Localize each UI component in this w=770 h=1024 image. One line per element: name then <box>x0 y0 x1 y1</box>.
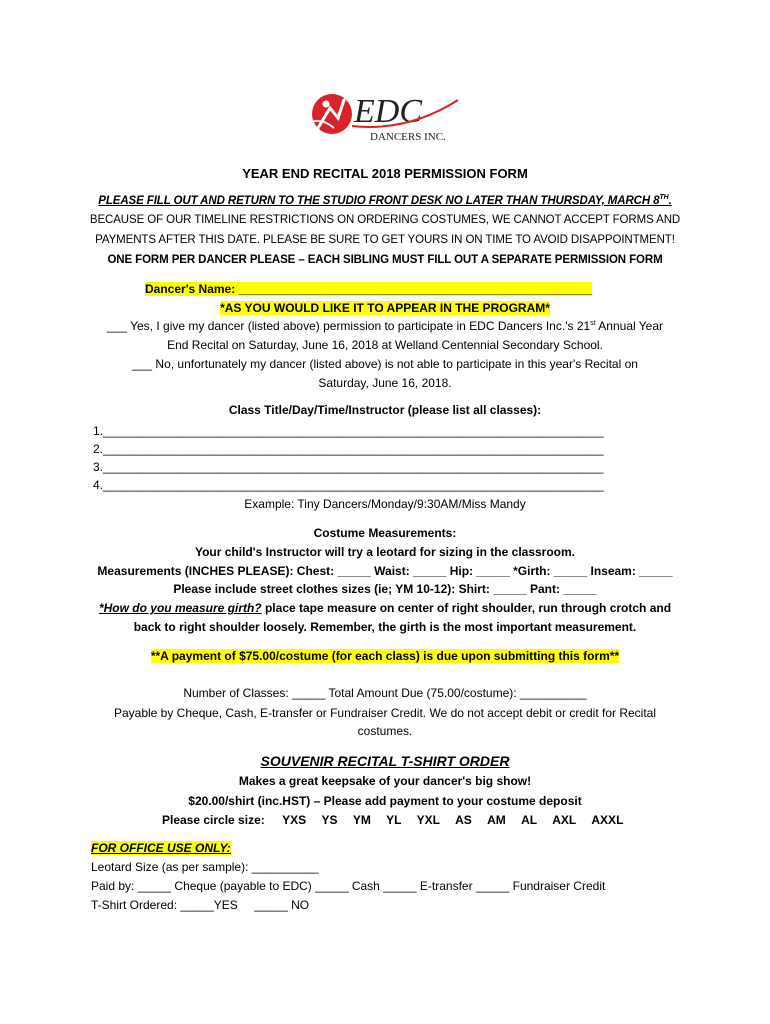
size-yxs[interactable]: YXS <box>282 813 307 827</box>
deadline-sup: TH <box>659 194 669 201</box>
classes-heading: Class Title/Day/Time/Instructor (please list all classes): <box>228 403 542 417</box>
logo-letters: EDC <box>354 93 422 130</box>
notice-line-2: PAYMENTS AFTER THIS DATE. PLEASE BE SURE TO GET YOURS IN ON TIME TO AVOID DISAPPOINTMENT! <box>95 234 675 246</box>
class-line-3[interactable]: 3.___________________________________________________________________________ <box>93 460 604 474</box>
girth-question: *How do you measure girth? <box>98 601 262 615</box>
deadline-end: . <box>668 194 672 207</box>
notice-line-3: ONE FORM PER DANCER PLEASE – EACH SIBLING MUST FILL OUT A SEPARATE PERMISSION FORM <box>107 254 663 266</box>
size-yxl[interactable]: YXL <box>416 813 440 827</box>
consent-yes-pre: ___ Yes, I give my dancer (listed above) permission to participate in EDC Dancers Inc.'s 21 <box>106 319 591 333</box>
costume-line-1: Your child's Instructor will try a leotard for sizing in the classroom. <box>194 545 576 559</box>
office-use-heading: FOR OFFICE USE ONLY: <box>91 841 231 855</box>
measurements-line[interactable]: Measurements (INCHES PLEASE): Chest: _____ Waist: _____ Hip: _____ *Girth: _____ Inseam: _____ <box>97 564 673 578</box>
office-paid-by[interactable]: Paid by: _____ Cheque (payable to EDC) _____ Cash _____ E-transfer _____ Fundraiser Credit <box>91 879 606 893</box>
size-axxl[interactable]: AXXL <box>591 813 624 827</box>
consent-yes-sup: st <box>590 320 596 327</box>
size-ys[interactable]: YS <box>321 813 338 827</box>
class-line-4[interactable]: 4.___________________________________________________________________________ <box>93 478 604 492</box>
street-sizes-line[interactable]: Please include street clothes sizes (ie; YM 10-12): Shirt: _____ Pant: _____ <box>173 582 597 596</box>
tshirt-line-1: Makes a great keepsake of your dancer's big show! <box>238 774 532 788</box>
payment-notice: **A payment of $75.00/costume (for each class) is due upon submitting this form** <box>150 649 620 663</box>
class-line-2[interactable]: 2.___________________________________________________________________________ <box>93 442 604 456</box>
class-line-1[interactable]: 1.___________________________________________________________________________ <box>93 424 604 438</box>
dancer-name-field[interactable] <box>145 282 592 296</box>
girth-line-1 <box>0 601 770 615</box>
deadline-text: PLEASE FILL OUT AND RETURN TO THE STUDIO FRONT DESK NO LATER THAN THURSDAY, MARCH 8 <box>98 194 660 207</box>
girth-line-2: back to right shoulder loosely. Remember, the girth is the most important measurement. <box>133 620 637 634</box>
dancer-name-label: Dancer's Name: <box>145 282 239 296</box>
dancer-name-blank: _____________________________________________________ <box>238 282 593 296</box>
consent-yes-post: Annual Year <box>595 319 664 333</box>
form-title: YEAR END RECITAL 2018 PERMISSION FORM <box>242 166 528 181</box>
size-ym[interactable]: YM <box>352 813 371 827</box>
size-axl[interactable]: AXL <box>552 813 577 827</box>
size-al[interactable]: AL <box>521 813 537 827</box>
consent-no-line-2: Saturday, June 16, 2018. <box>318 376 452 390</box>
size-yl[interactable]: YL <box>386 813 402 827</box>
totals-line-1[interactable]: Number of Classes: _____ Total Amount Due (75.00/costume): __________ <box>183 686 587 700</box>
size-selector <box>162 813 623 827</box>
consent-yes-line-2: End Recital on Saturday, June 16, 2018 at Welland Centennial Secondary School. <box>167 338 603 352</box>
costume-heading: Costume Measurements: <box>313 526 457 540</box>
office-tshirt-ordered[interactable]: T-Shirt Ordered: _____YES _____ NO <box>91 898 310 912</box>
consent-yes-line-1[interactable] <box>0 319 770 333</box>
deadline-notice <box>0 194 770 207</box>
size-as[interactable]: AS <box>455 813 472 827</box>
edc-dancers-logo <box>308 88 468 148</box>
program-name-note: *AS YOU WOULD LIKE IT TO APPEAR IN THE PROGRAM* <box>220 301 550 315</box>
notice-line-1: BECAUSE OF OUR TIMELINE RESTRICTIONS ON ORDERING COSTUMES, WE CANNOT ACCEPT FORMS AND <box>89 214 681 226</box>
size-label: Please circle size: <box>162 813 265 827</box>
office-leotard-size[interactable]: Leotard Size (as per sample): __________ <box>91 860 319 874</box>
totals-line-2: Payable by Cheque, Cash, E-transfer or Fundraiser Credit. We do not accept debit or credit for Recital <box>113 706 657 720</box>
tshirt-heading: SOUVENIR RECITAL T-SHIRT ORDER <box>260 753 510 769</box>
classes-example: Example: Tiny Dancers/Monday/9:30AM/Miss Mandy <box>244 497 526 511</box>
totals-line-3: costumes. <box>357 724 413 738</box>
girth-answer: place tape measure on center of right shoulder, run through crotch and <box>261 601 672 615</box>
size-am[interactable]: AM <box>487 813 506 827</box>
consent-no-line-1[interactable]: ___ No, unfortunately my dancer (listed above) is not able to participate in this year's Recital on <box>132 357 638 371</box>
tshirt-line-2: $20.00/shirt (inc.HST) – Please add payment to your costume deposit <box>188 794 582 808</box>
logo-subtitle: DANCERS INC. <box>370 131 446 143</box>
